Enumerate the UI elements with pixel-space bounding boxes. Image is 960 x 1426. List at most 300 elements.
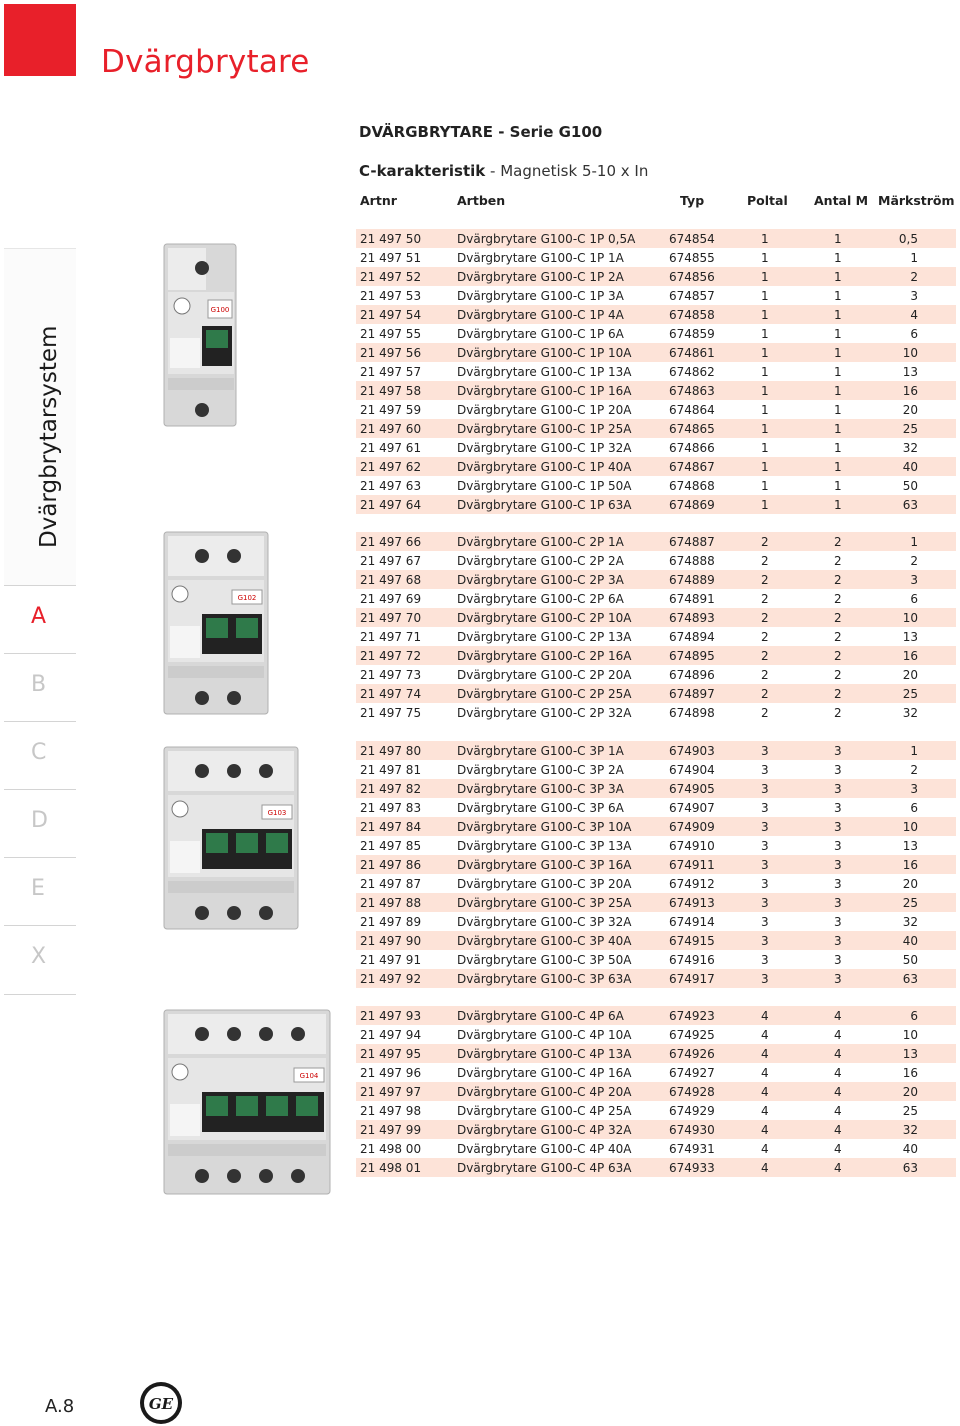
cell-typ: 674907	[669, 801, 715, 815]
header-markstrom: Märkström	[878, 193, 955, 208]
cell-antal: 4	[834, 1085, 842, 1099]
cell-poltal: 4	[761, 1161, 769, 1175]
cell-poltal: 3	[761, 820, 769, 834]
cell-markstrom: 63	[902, 972, 918, 986]
cell-artben: Dvärgbrytare G100-C 3P 1A	[457, 744, 624, 758]
cell-markstrom: 6	[910, 327, 918, 341]
sidebar-tab-c[interactable]	[4, 721, 76, 788]
cell-poltal: 1	[761, 498, 769, 512]
cell-antal: 2	[834, 535, 842, 549]
cell-artnr: 21 497 51	[360, 251, 422, 265]
table-row	[356, 969, 956, 988]
cell-artben: Dvärgbrytare G100-C 3P 13A	[457, 839, 632, 853]
table-row	[356, 836, 956, 855]
cell-artnr: 21 497 61	[360, 441, 422, 455]
cell-antal: 4	[834, 1161, 842, 1175]
cell-typ: 674895	[669, 649, 715, 663]
table-row	[356, 305, 956, 324]
cell-antal: 1	[834, 365, 842, 379]
cell-artnr: 21 497 86	[360, 858, 422, 872]
cell-artben: Dvärgbrytare G100-C 1P 50A	[457, 479, 632, 493]
cell-typ: 674893	[669, 611, 715, 625]
cell-antal: 3	[834, 820, 842, 834]
cell-poltal: 1	[761, 232, 769, 246]
cell-artnr: 21 497 72	[360, 649, 422, 663]
cell-artben: Dvärgbrytare G100-C 1P 1A	[457, 251, 624, 265]
subtitle-description: - Magnetisk 5-10 x In	[485, 162, 649, 180]
page-title: Dvärgbrytare	[101, 44, 310, 80]
table-row	[356, 931, 956, 950]
cell-artben: Dvärgbrytare G100-C 4P 20A	[457, 1085, 632, 1099]
cell-poltal: 3	[761, 934, 769, 948]
table-row	[356, 1101, 956, 1120]
cell-markstrom: 3	[910, 573, 918, 587]
cell-typ: 674915	[669, 934, 715, 948]
cell-artnr: 21 497 91	[360, 953, 422, 967]
cell-artnr: 21 497 66	[360, 535, 422, 549]
cell-markstrom: 10	[902, 611, 918, 625]
cell-antal: 1	[834, 460, 842, 474]
cell-markstrom: 6	[910, 592, 918, 606]
cell-antal: 3	[834, 839, 842, 853]
table-row	[356, 1006, 956, 1025]
cell-artben: Dvärgbrytare G100-C 4P 13A	[457, 1047, 632, 1061]
breaker-4p-image	[162, 1008, 334, 1198]
cell-typ: 674931	[669, 1142, 715, 1156]
cell-markstrom: 32	[902, 706, 918, 720]
cell-typ: 674925	[669, 1028, 715, 1042]
sidebar-tab-label: E	[31, 876, 45, 901]
cell-markstrom: 25	[902, 1104, 918, 1118]
table-row	[356, 912, 956, 931]
subtitle-characteristic: C-karakteristik	[359, 162, 486, 180]
cell-typ: 674926	[669, 1047, 715, 1061]
table-header	[359, 193, 956, 211]
cell-typ: 674898	[669, 706, 715, 720]
cell-typ: 674928	[669, 1085, 715, 1099]
cell-antal: 3	[834, 744, 842, 758]
header-typ: Typ	[680, 193, 705, 208]
cell-poltal: 2	[761, 649, 769, 663]
cell-markstrom: 20	[902, 1085, 918, 1099]
cell-antal: 4	[834, 1047, 842, 1061]
cell-artnr: 21 497 63	[360, 479, 422, 493]
cell-markstrom: 25	[902, 896, 918, 910]
table-row	[356, 950, 956, 969]
cell-markstrom: 3	[910, 782, 918, 796]
cell-markstrom: 25	[902, 687, 918, 701]
cell-markstrom: 40	[902, 934, 918, 948]
cell-typ: 674930	[669, 1123, 715, 1137]
cell-typ: 674914	[669, 915, 715, 929]
cell-artben: Dvärgbrytare G100-C 2P 3A	[457, 573, 624, 587]
table-row	[356, 684, 956, 703]
cell-poltal: 4	[761, 1142, 769, 1156]
cell-typ: 674887	[669, 535, 715, 549]
cell-artben: Dvärgbrytare G100-C 4P 25A	[457, 1104, 632, 1118]
breaker-4p-label: G104	[299, 1072, 319, 1080]
cell-typ: 674916	[669, 953, 715, 967]
cell-poltal: 1	[761, 422, 769, 436]
cell-artnr: 21 497 89	[360, 915, 422, 929]
cell-poltal: 3	[761, 972, 769, 986]
cell-artnr: 21 497 73	[360, 668, 422, 682]
cell-artnr: 21 497 53	[360, 289, 422, 303]
cell-artben: Dvärgbrytare G100-C 3P 50A	[457, 953, 632, 967]
cell-antal: 1	[834, 441, 842, 455]
ge-logo-text: GE	[148, 1395, 174, 1413]
cell-typ: 674891	[669, 592, 715, 606]
cell-markstrom: 63	[902, 1161, 918, 1175]
cell-typ: 674859	[669, 327, 715, 341]
table-row	[356, 495, 956, 514]
cell-antal: 1	[834, 327, 842, 341]
cell-artben: Dvärgbrytare G100-C 3P 10A	[457, 820, 632, 834]
cell-typ: 674869	[669, 498, 715, 512]
cell-antal: 1	[834, 308, 842, 322]
table-row	[356, 798, 956, 817]
cell-antal: 1	[834, 384, 842, 398]
cell-markstrom: 13	[902, 839, 918, 853]
brand-red-square	[4, 4, 76, 76]
cell-artnr: 21 498 00	[360, 1142, 422, 1156]
cell-artben: Dvärgbrytare G100-C 2P 25A	[457, 687, 632, 701]
cell-markstrom: 40	[902, 1142, 918, 1156]
table-row	[356, 476, 956, 495]
cell-artben: Dvärgbrytare G100-C 3P 32A	[457, 915, 632, 929]
cell-artben: Dvärgbrytare G100-C 1P 2A	[457, 270, 624, 284]
table-row	[356, 874, 956, 893]
cell-artnr: 21 497 81	[360, 763, 422, 777]
cell-markstrom: 16	[902, 384, 918, 398]
cell-markstrom: 10	[902, 820, 918, 834]
cell-artnr: 21 497 85	[360, 839, 422, 853]
header-antal: Antal M	[814, 193, 869, 208]
sidebar-tab-b[interactable]	[4, 653, 76, 720]
cell-poltal: 4	[761, 1085, 769, 1099]
series-title: DVÄRGBRYTARE - Serie G100	[359, 123, 603, 141]
cell-artben: Dvärgbrytare G100-C 1P 32A	[457, 441, 632, 455]
table-row	[356, 343, 956, 362]
table-row	[356, 1158, 956, 1177]
breaker-2p-label: G102	[237, 594, 257, 602]
table-row	[356, 570, 956, 589]
cell-markstrom: 6	[910, 1009, 918, 1023]
cell-artnr: 21 497 52	[360, 270, 422, 284]
sidebar-tab-x[interactable]	[4, 925, 76, 992]
cell-poltal: 2	[761, 573, 769, 587]
cell-artnr: 21 497 70	[360, 611, 422, 625]
cell-poltal: 1	[761, 308, 769, 322]
cell-markstrom: 40	[902, 460, 918, 474]
table-row	[356, 1063, 956, 1082]
table-row	[356, 817, 956, 836]
cell-antal: 3	[834, 934, 842, 948]
cell-markstrom: 13	[902, 365, 918, 379]
cell-markstrom: 13	[902, 1047, 918, 1061]
cell-markstrom: 1	[910, 744, 918, 758]
cell-artnr: 21 497 55	[360, 327, 422, 341]
sidebar-tab-a[interactable]	[4, 585, 76, 652]
cell-markstrom: 32	[902, 915, 918, 929]
table-row	[356, 741, 956, 760]
cell-antal: 4	[834, 1009, 842, 1023]
cell-markstrom: 2	[910, 270, 918, 284]
cell-artnr: 21 497 83	[360, 801, 422, 815]
sidebar-tab-d[interactable]	[4, 789, 76, 856]
cell-poltal: 2	[761, 592, 769, 606]
cell-artben: Dvärgbrytare G100-C 2P 10A	[457, 611, 632, 625]
cell-artben: Dvärgbrytare G100-C 4P 6A	[457, 1009, 624, 1023]
table-row	[356, 324, 956, 343]
cell-antal: 4	[834, 1028, 842, 1042]
cell-typ: 674896	[669, 668, 715, 682]
cell-markstrom: 16	[902, 858, 918, 872]
cell-poltal: 1	[761, 460, 769, 474]
cell-artben: Dvärgbrytare G100-C 3P 40A	[457, 934, 632, 948]
cell-artnr: 21 497 64	[360, 498, 422, 512]
cell-artben: Dvärgbrytare G100-C 3P 2A	[457, 763, 624, 777]
cell-artnr: 21 497 95	[360, 1047, 422, 1061]
cell-poltal: 4	[761, 1047, 769, 1061]
cell-typ: 674904	[669, 763, 715, 777]
breaker-1p-image	[162, 242, 242, 430]
header-artnr: Artnr	[360, 193, 397, 208]
header-poltal: Poltal	[747, 193, 788, 208]
ge-logo-icon	[138, 1380, 184, 1426]
cell-antal: 4	[834, 1123, 842, 1137]
cell-artnr: 21 497 92	[360, 972, 422, 986]
cell-markstrom: 50	[902, 479, 918, 493]
cell-artnr: 21 497 54	[360, 308, 422, 322]
cell-artben: Dvärgbrytare G100-C 1P 40A	[457, 460, 632, 474]
cell-typ: 674863	[669, 384, 715, 398]
cell-artnr: 21 497 71	[360, 630, 422, 644]
cell-antal: 3	[834, 858, 842, 872]
cell-typ: 674911	[669, 858, 715, 872]
cell-markstrom: 1	[910, 535, 918, 549]
sidebar-tab-e[interactable]	[4, 857, 76, 924]
cell-artnr: 21 497 67	[360, 554, 422, 568]
cell-poltal: 4	[761, 1009, 769, 1023]
table-row	[356, 419, 956, 438]
cell-antal: 2	[834, 706, 842, 720]
cell-antal: 4	[834, 1066, 842, 1080]
cell-poltal: 3	[761, 877, 769, 891]
table-row	[356, 457, 956, 476]
cell-artnr: 21 497 96	[360, 1066, 422, 1080]
cell-markstrom: 20	[902, 877, 918, 891]
subtitle	[359, 162, 648, 180]
table-row	[356, 381, 956, 400]
cell-antal: 3	[834, 972, 842, 986]
cell-artben: Dvärgbrytare G100-C 3P 3A	[457, 782, 624, 796]
cell-markstrom: 2	[910, 554, 918, 568]
cell-typ: 674905	[669, 782, 715, 796]
cell-artnr: 21 497 62	[360, 460, 422, 474]
table-row	[356, 551, 956, 570]
cell-typ: 674864	[669, 403, 715, 417]
cell-markstrom: 20	[902, 403, 918, 417]
cell-antal: 1	[834, 289, 842, 303]
cell-artben: Dvärgbrytare G100-C 1P 20A	[457, 403, 632, 417]
cell-artnr: 21 497 98	[360, 1104, 422, 1118]
cell-poltal: 1	[761, 365, 769, 379]
table-row	[356, 532, 956, 551]
cell-poltal: 4	[761, 1104, 769, 1118]
cell-artben: Dvärgbrytare G100-C 3P 20A	[457, 877, 632, 891]
cell-artnr: 21 497 97	[360, 1085, 422, 1099]
cell-antal: 2	[834, 573, 842, 587]
cell-markstrom: 32	[902, 1123, 918, 1137]
cell-typ: 674903	[669, 744, 715, 758]
cell-typ: 674923	[669, 1009, 715, 1023]
cell-typ: 674917	[669, 972, 715, 986]
cell-artben: Dvärgbrytare G100-C 3P 25A	[457, 896, 632, 910]
cell-poltal: 3	[761, 801, 769, 815]
cell-typ: 674855	[669, 251, 715, 265]
cell-artnr: 21 497 68	[360, 573, 422, 587]
table-row	[356, 703, 956, 722]
cell-poltal: 3	[761, 744, 769, 758]
cell-markstrom: 16	[902, 1066, 918, 1080]
cell-artnr: 21 497 94	[360, 1028, 422, 1042]
cell-markstrom: 13	[902, 630, 918, 644]
cell-poltal: 1	[761, 403, 769, 417]
cell-artben: Dvärgbrytare G100-C 4P 10A	[457, 1028, 632, 1042]
cell-artben: Dvärgbrytare G100-C 2P 2A	[457, 554, 624, 568]
cell-antal: 3	[834, 915, 842, 929]
cell-artben: Dvärgbrytare G100-C 1P 0,5A	[457, 232, 636, 246]
cell-artben: Dvärgbrytare G100-C 2P 32A	[457, 706, 632, 720]
cell-antal: 3	[834, 782, 842, 796]
cell-artben: Dvärgbrytare G100-C 1P 16A	[457, 384, 632, 398]
cell-antal: 2	[834, 611, 842, 625]
cell-antal: 2	[834, 649, 842, 663]
cell-poltal: 1	[761, 270, 769, 284]
cell-poltal: 2	[761, 706, 769, 720]
table-row	[356, 1139, 956, 1158]
cell-markstrom: 16	[902, 649, 918, 663]
cell-poltal: 2	[761, 687, 769, 701]
cell-typ: 674867	[669, 460, 715, 474]
table-row	[356, 779, 956, 798]
cell-artnr: 21 497 57	[360, 365, 422, 379]
breaker-3p-image	[162, 745, 302, 933]
cell-typ: 674910	[669, 839, 715, 853]
cell-antal: 3	[834, 763, 842, 777]
cell-artnr: 21 497 82	[360, 782, 422, 796]
cell-antal: 1	[834, 498, 842, 512]
cell-artnr: 21 497 80	[360, 744, 422, 758]
sidebar-section-label: Dvärgbrytarsystem	[36, 325, 62, 548]
cell-antal: 2	[834, 630, 842, 644]
table-row	[356, 229, 956, 248]
table-row	[356, 760, 956, 779]
cell-artnr: 21 497 84	[360, 820, 422, 834]
cell-typ: 674909	[669, 820, 715, 834]
cell-artnr: 21 497 93	[360, 1009, 422, 1023]
page-number: A.8	[45, 1396, 75, 1417]
table-row	[356, 1025, 956, 1044]
cell-typ: 674856	[669, 270, 715, 284]
cell-artben: Dvärgbrytare G100-C 1P 25A	[457, 422, 632, 436]
cell-artben: Dvärgbrytare G100-C 2P 13A	[457, 630, 632, 644]
cell-typ: 674862	[669, 365, 715, 379]
cell-typ: 674865	[669, 422, 715, 436]
cell-typ: 674868	[669, 479, 715, 493]
cell-poltal: 2	[761, 554, 769, 568]
cell-markstrom: 4	[910, 308, 918, 322]
table-row	[356, 1120, 956, 1139]
header-artben: Artben	[457, 193, 506, 208]
cell-poltal: 3	[761, 763, 769, 777]
cell-typ: 674897	[669, 687, 715, 701]
cell-poltal: 1	[761, 251, 769, 265]
cell-artnr: 21 497 74	[360, 687, 422, 701]
cell-artben: Dvärgbrytare G100-C 1P 63A	[457, 498, 632, 512]
cell-artnr: 21 497 87	[360, 877, 422, 891]
cell-markstrom: 6	[910, 801, 918, 815]
cell-artben: Dvärgbrytare G100-C 4P 16A	[457, 1066, 632, 1080]
sidebar-divider	[4, 994, 76, 995]
cell-artben: Dvärgbrytare G100-C 1P 10A	[457, 346, 632, 360]
cell-antal: 1	[834, 346, 842, 360]
cell-artnr: 21 498 01	[360, 1161, 422, 1175]
cell-artnr: 21 497 90	[360, 934, 422, 948]
cell-artben: Dvärgbrytare G100-C 2P 16A	[457, 649, 632, 663]
cell-antal: 1	[834, 479, 842, 493]
cell-artnr: 21 497 50	[360, 232, 422, 246]
cell-poltal: 3	[761, 896, 769, 910]
cell-poltal: 3	[761, 839, 769, 853]
cell-poltal: 1	[761, 441, 769, 455]
table-row	[356, 438, 956, 457]
cell-markstrom: 32	[902, 441, 918, 455]
cell-poltal: 1	[761, 384, 769, 398]
cell-antal: 1	[834, 251, 842, 265]
cell-antal: 2	[834, 554, 842, 568]
cell-typ: 674889	[669, 573, 715, 587]
table-row	[356, 627, 956, 646]
cell-typ: 674913	[669, 896, 715, 910]
sidebar-tab-label: D	[31, 808, 48, 833]
breaker-2p-image	[162, 530, 272, 718]
table-row	[356, 362, 956, 381]
table-row	[356, 248, 956, 267]
table-row	[356, 893, 956, 912]
cell-artnr: 21 497 88	[360, 896, 422, 910]
table-row	[356, 1082, 956, 1101]
cell-markstrom: 10	[902, 346, 918, 360]
cell-artben: Dvärgbrytare G100-C 1P 4A	[457, 308, 624, 322]
cell-antal: 1	[834, 270, 842, 284]
cell-poltal: 4	[761, 1028, 769, 1042]
table-row	[356, 589, 956, 608]
cell-antal: 2	[834, 668, 842, 682]
table-row	[356, 286, 956, 305]
sidebar-tab-label: B	[31, 672, 47, 697]
cell-artnr: 21 497 69	[360, 592, 422, 606]
table-row	[356, 1044, 956, 1063]
cell-typ: 674912	[669, 877, 715, 891]
cell-poltal: 1	[761, 327, 769, 341]
cell-markstrom: 50	[902, 953, 918, 967]
cell-antal: 2	[834, 592, 842, 606]
cell-antal: 3	[834, 877, 842, 891]
cell-artben: Dvärgbrytare G100-C 1P 3A	[457, 289, 624, 303]
cell-typ: 674857	[669, 289, 715, 303]
